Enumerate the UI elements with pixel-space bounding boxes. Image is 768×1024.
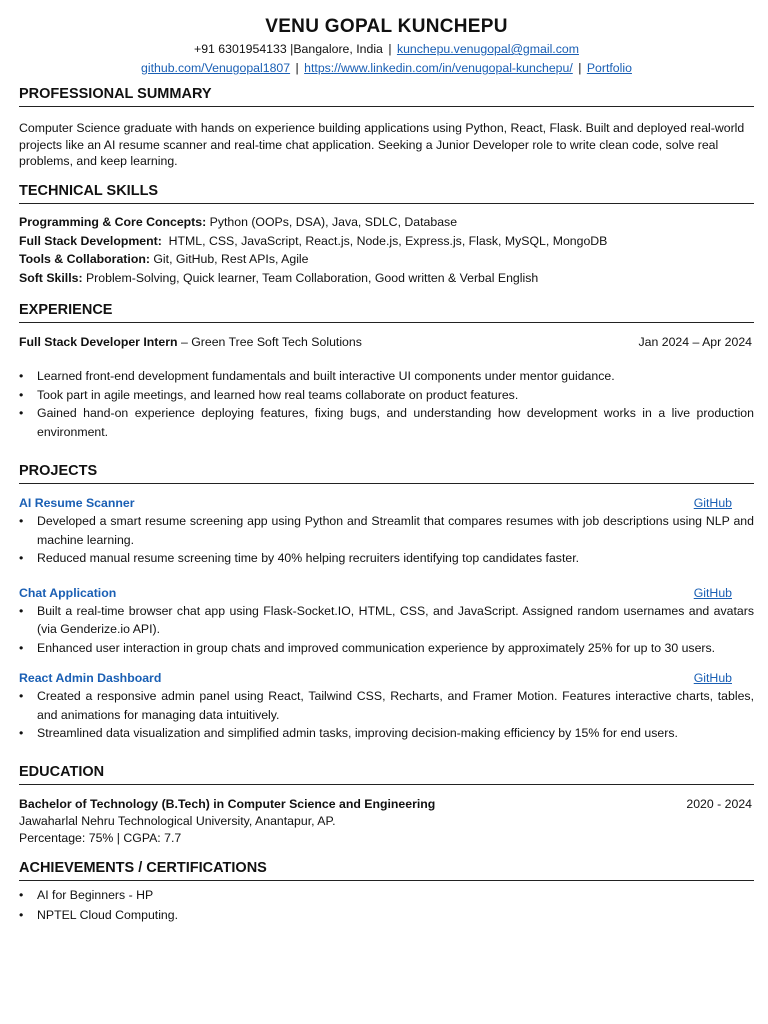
education-section [19,762,754,847]
project-github-link[interactable]: GitHub [693,585,732,600]
skill-row [19,213,754,232]
job-company: – Green Tree Soft Tech Solutions [177,335,362,349]
project-bullets [19,602,754,658]
skill-label: Soft Skills: [19,270,83,285]
skills-list [19,213,754,287]
skill-row [19,250,754,269]
project-title: AI Resume Scanner [19,496,135,510]
list-item: • Created a responsive admin panel using React, Tailwind CSS, Recharts, and Framer Motion. Features interactive charts, tables, and animations for managing data intuitively. [19,687,754,724]
project-bullets [19,512,754,568]
list-item: • Built a real-time browser chat app using Flask-Socket.IO, HTML, CSS, and JavaScript. Assigned random usernames and avatars (via Genderize.io API). [19,602,754,639]
job-role: Full Stack Developer Intern [19,335,178,349]
project-title: Chat Application [19,585,117,600]
skill-label: Programming & Core Concepts: [19,215,207,229]
project-header [19,495,754,512]
projects-section [19,461,754,743]
skills-section [19,181,754,287]
experience-section [19,300,754,441]
skill-value: HTML, CSS, JavaScript, React.js, Node.js, Express.js, Flask, MySQL, MongoDB [161,233,608,248]
list-item: • Enhanced user interaction in group chats and improved communication experience by approximately 25% for up to 30 users. [19,639,754,658]
project-bullets [19,687,754,743]
skill-value: Git, GitHub, Rest APIs, Agile [149,252,309,266]
phone-number: +91 6301954133 [194,42,287,56]
project-header [19,670,754,687]
education-dates: 2020 - 2024 [686,797,752,811]
portfolio-link[interactable]: Portfolio [586,61,632,75]
resume-page [19,14,754,922]
list-item: • Streamlined data visualization and simplified admin tasks, improving decision-making efficiency by 15% for end users. [19,724,754,743]
email-link[interactable]: kunchepu.venugopal@gmail.com [396,42,579,56]
summary-section [19,84,754,170]
list-item: • AI for Beginners - HP [19,885,754,905]
achievements-section [19,858,754,925]
location: Bangalore, India [293,42,383,56]
project-item [19,495,754,568]
list-item: • Learned front-end development fundamentals and built interactive UI components under mentor guidance. [19,367,754,386]
linkedin-link[interactable]: https://www.linkedin.com/in/venugopal-kunchepu/ [304,61,573,75]
skill-value: Python (OOPs, DSA), Java, SDLC, Database [206,215,458,229]
list-item: • NPTEL Cloud Computing. [19,905,754,925]
project-title: React Admin Dashboard [19,671,162,685]
education-scores: Percentage: 75% | CGPA: 7.7 [19,831,182,845]
section-title: EDUCATION [19,762,754,785]
candidate-name: VENU GOPAL KUNCHEPU [265,16,508,37]
summary-text: Computer Science graduate with hands on experience building applications using Python, React, Flask. Built and deployed real-world projects like an AI resume scanner and real-time chat application. Seeking a Junior Developer role to write clean code, solve real problems, and keep learning. [19,121,745,168]
university: Jawaharlal Nehru Technological University, Anantapur, AP. [19,814,336,828]
separator: | [388,42,392,56]
section-title: ACHIEVEMENTS / CERTIFICATIONS [19,858,754,881]
section-title: EXPERIENCE [19,300,754,323]
section-title: PROFESSIONAL SUMMARY [19,84,754,107]
project-item [19,585,754,658]
section-title: PROJECTS [19,461,754,484]
separator: | [578,61,582,75]
degree: Bachelor of Technology (B.Tech) in Computer Science and Engineering [19,797,436,811]
skill-row [19,269,754,288]
project-github-link[interactable]: GitHub [693,671,732,685]
education-header [19,796,754,813]
list-item: • Reduced manual resume screening time by 40% helping recruiters identifying top candidates faster. [19,549,754,568]
job-header [19,334,754,351]
skill-value: Problem-Solving, Quick learner, Team Collaboration, Good written & Verbal English [82,270,539,285]
list-item: • Developed a smart resume screening app using Python and Streamlit that compares resumes with job descriptions using NLP and machine learning. [19,512,754,549]
separator: | [295,61,299,75]
project-item [19,670,754,743]
list-item: • Took part in agile meetings, and learned how real teams collaborate on product features. [19,386,754,405]
skill-row [19,232,754,251]
separator: | [290,42,294,56]
project-header [19,585,754,602]
skill-label: Full Stack Development: [19,233,162,248]
contact-line-1 [19,40,754,59]
github-profile-link[interactable]: github.com/Venugopal1807 [141,61,291,75]
project-github-link[interactable]: GitHub [693,496,732,510]
section-title: TECHNICAL SKILLS [19,181,754,204]
contact-line-2 [19,59,754,78]
job-bullets [19,367,754,441]
skill-label: Tools & Collaboration: [19,252,150,266]
list-item: • Gained hand-on experience deploying features, fixing bugs, and understanding how development works in a live production environment. [19,404,754,441]
achievements-list [19,885,754,925]
job-dates: Jan 2024 – Apr 2024 [638,335,752,349]
